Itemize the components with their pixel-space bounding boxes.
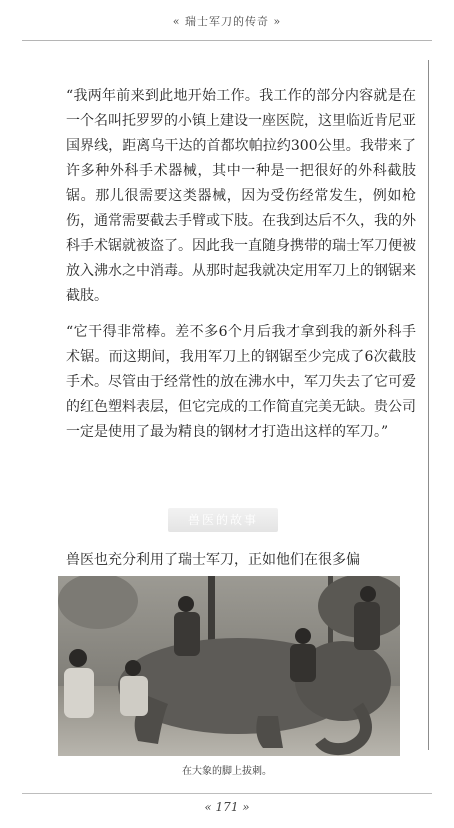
elephant-photo [58,576,400,756]
footer-rule [22,793,432,794]
person-head [69,649,87,667]
paragraph-surgeon-letter-1: “我两年前来到此地开始工作。我工作的部分内容就是在一个名叫托罗罗的小镇上建设一座医院，这里临近肯尼亚国界线，距离乌干达的首都坎帕拉约300公里。我带来了许多种外科手术器械，其中一种是一把很好的外科截肢锯。那儿很需要这类器械，因为受伤经常发生，例如枪伤，通常需要截去手臂或下肢。在我到达后不久，我的外科手术锯就被盗了。因此我一直随身携带的瑞士军刀便被放入沸水之中消毒。从那时起我就决定用军刀上的钢锯来截肢。 [66,88,416,304]
person-body [354,602,380,650]
running-header: « 瑞士军刀的传奇 » [172,15,282,28]
paragraph-veterinarian: 兽医也充分利用了瑞士军刀，正如他们在很多偏 [66,552,360,568]
photo-caption: 在大象的脚上拔刺。 [182,766,272,777]
section-heading: 兽医的故事 [187,513,258,527]
person-body [290,644,316,682]
page-number: « 171 » [204,800,250,814]
person-body [64,668,94,718]
person-body [120,676,148,716]
person-head [360,586,376,602]
header-rule [22,40,432,41]
person-head [295,628,311,644]
margin-rule [428,60,429,750]
person-body [174,612,200,656]
person-head [125,660,141,676]
person-head [178,596,194,612]
section-heading-banner [168,508,278,532]
paragraph-surgeon-letter-2: “它干得非常棒。差不多6个月后我才拿到我的新外科手术锯。而这期间，我用军刀上的钢锯至少完成了6次截肢手术。尽管由于经常性的放在沸水中，军刀失去了它可爱的红色塑料表层，但它完成的工作简直完美无缺。贵公司一定是使用了最为精良的钢材才打造出这样的军刀。” [66,324,416,440]
